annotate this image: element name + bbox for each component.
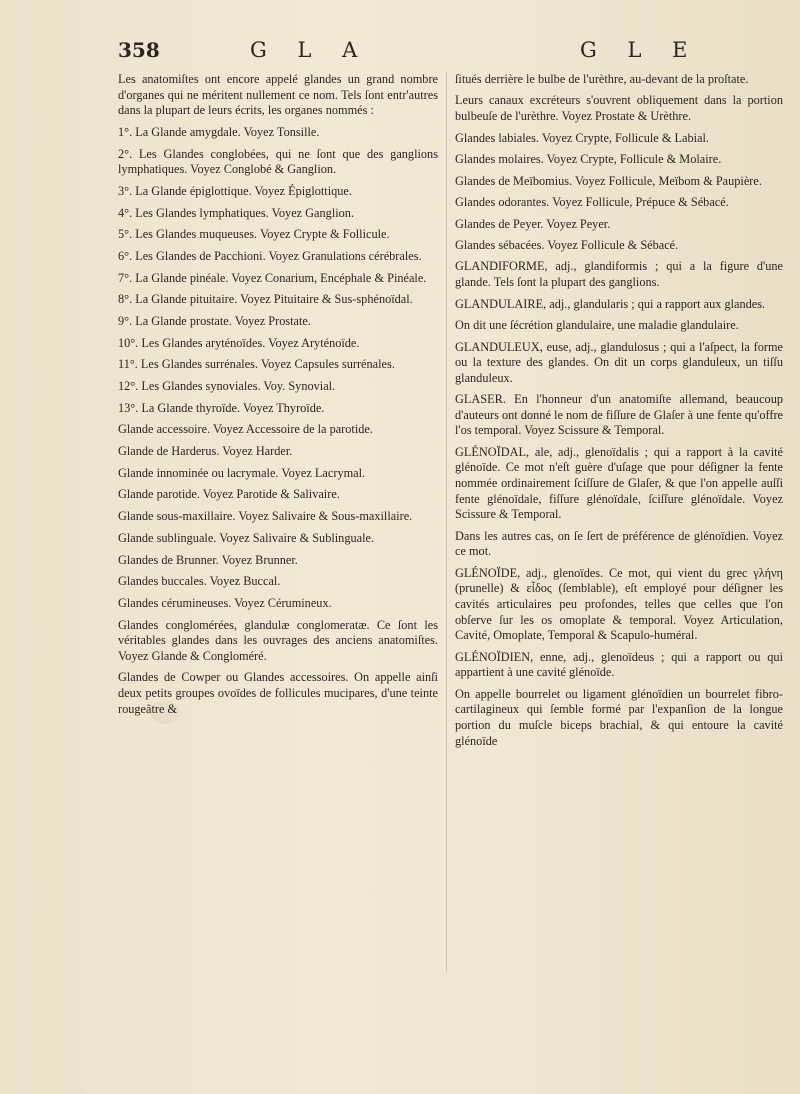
headword-entry: GLANDULEUX, euse, adj., glandulosus ; qui a l'aſpect, la forme ou la texture des glandes. On dit un corps glanduleux, un tiſſu glanduleux. bbox=[455, 339, 783, 385]
paragraph: On dit une ſécrétion glandulaire, une maladie glandulaire. bbox=[455, 318, 739, 333]
entry: 8°. La Glande pituitaire. Voyez Pituitaire & Sus-sphénoïdal. bbox=[118, 292, 413, 307]
headword-entry: GLÉNOÏDE, adj., glenoïdes. Ce mot, qui vient du grec γλήνη (prunelle) & εἶδος (ſemblable), eſt employé pour déſigner les cavités articulaires peu profondes, telles que celles que l'on obſerve ſur les os omoplate & temporal. Voyez Articulation, Cavité, Omoplate, Temporal & Scapulo-huméral. bbox=[455, 565, 783, 643]
entry: Glandes de Meïbomius. Voyez Follicule, Meïbom & Paupière. bbox=[455, 173, 762, 188]
page-header bbox=[0, 38, 800, 66]
entry: Glandes odorantes. Voyez Follicule, Prépuce & Sébacé. bbox=[455, 195, 729, 210]
entry: Glandes molaires. Voyez Crypte, Follicule & Molaire. bbox=[455, 152, 722, 167]
entry: Glandes buccales. Voyez Buccal. bbox=[118, 574, 281, 589]
running-head-left: G L A bbox=[250, 38, 370, 62]
entry: 10°. Les Glandes aryténoïdes. Voyez Aryténoïde. bbox=[118, 335, 360, 350]
column-divider bbox=[446, 72, 447, 972]
entry: Glandes labiales. Voyez Crypte, Follicule & Labial. bbox=[455, 130, 709, 145]
paragraph: Dans les autres cas, on ſe ſert de préférence de glénoïdien. Voyez ce mot. bbox=[455, 528, 783, 559]
entry: Glandes de Brunner. Voyez Brunner. bbox=[118, 552, 298, 567]
entry: Glande accessoire. Voyez Accessoire de la parotide. bbox=[118, 422, 373, 437]
entry: 12°. Les Glandes synoviales. Voy. Synovial. bbox=[118, 379, 336, 394]
right-column bbox=[455, 72, 783, 755]
entry: Glandes cérumineuses. Voyez Cérumineux. bbox=[118, 595, 332, 610]
paragraph: Leurs canaux excréteurs s'ouvrent obliquement dans la portion bulbeuſe de l'urèthre. Voyez Prostate & Urèthre. bbox=[455, 93, 783, 124]
entry: Glandes conglomérées, glandulæ conglomeratæ. Ce ſont les véritables glandes dans les ouvrages des anciens anatomiſtes. Voyez Glande & Congloméré. bbox=[118, 617, 438, 663]
entry: 13°. La Glande thyroïde. Voyez Thyroïde. bbox=[118, 400, 325, 415]
headword-entry: GLANDULAIRE, adj., glandularis ; qui a rapport aux glandes. bbox=[455, 296, 766, 311]
headword-entry: GLASER. En l'honneur d'un anatomiſte allemand, beaucoup d'auteurs ont donné le nom de fiſſure de Glaſer à une fente qu'offre l'os temporal. Voyez Scissure & Temporal. bbox=[455, 392, 783, 438]
entry: 7°. La Glande pinéale. Voyez Conarium, Encéphale & Pinéale. bbox=[118, 270, 427, 285]
entry: 2°. Les Glandes conglobées, qui ne ſont que des ganglions lymphatiques. Voyez Conglobé & Ganglion. bbox=[118, 146, 438, 177]
paragraph: Les anatomiſtes ont encore appelé glandes un grand nombre d'organes qui ne méritent nullement ce nom. Tels ſont entr'autres dans la plupart de leurs écrits, les organes nommés : bbox=[118, 72, 438, 118]
entry: Glande innominée ou lacrymale. Voyez Lacrymal. bbox=[118, 465, 366, 480]
entry: 4°. Les Glandes lymphatiques. Voyez Ganglion. bbox=[118, 205, 355, 220]
entry: 3°. La Glande épiglottique. Voyez Épiglottique. bbox=[118, 183, 352, 198]
paragraph: On appelle bourrelet ou ligament glénoïdien un bourrelet fibro-cartilagineux qui ſemble formé par l'expanſion de la longue portion du muſcle biceps brachial, & qui entoure la cavité glénoïde bbox=[455, 686, 783, 748]
entry: 9°. La Glande prostate. Voyez Prostate. bbox=[118, 313, 311, 328]
entry: Glande sous-maxillaire. Voyez Salivaire & Sous-maxillaire. bbox=[118, 509, 413, 524]
entry: Glande de Harderus. Voyez Harder. bbox=[118, 444, 293, 459]
entry: Glandes de Cowper ou Glandes accessoires. On appelle ainſi deux petits groupes ovoïdes de follicules mucipares, d'une teinte rougeâtre & bbox=[118, 670, 438, 716]
entry: 5°. Les Glandes muqueuses. Voyez Crypte & Follicule. bbox=[118, 227, 390, 242]
entry: 1°. La Glande amygdale. Voyez Tonsille. bbox=[118, 124, 320, 139]
page-number: 358 bbox=[118, 38, 160, 62]
entry: 11°. Les Glandes surrénales. Voyez Capsules surrénales. bbox=[118, 357, 395, 372]
headword-entry: GLÉNOÏDAL, ale, adj., glenoïdalis ; qui a rapport à la cavité glénoïde. Ce mot n'eſt guère d'uſage que pour déſigner la fente nommée ordinairement ſciſſure de Glaſer, & que l'on appelle auſſi fente glénoïdale, fiſſure glénoïdale, ſciſſure glénoïdale. Voyez Scissure & Temporal. bbox=[455, 444, 783, 522]
left-column bbox=[118, 72, 438, 723]
running-head-right: G L E bbox=[580, 38, 700, 62]
entry: Glande parotide. Voyez Parotide & Salivaire. bbox=[118, 487, 340, 502]
headword-entry: GLÉNOÏDIEN, enne, adj., glenoïdeus ; qui a rapport ou qui appartient à une cavité glénoïde. bbox=[455, 649, 783, 680]
headword-entry: GLANDIFORME, adj., glandiformis ; qui a la figure d'une glande. Tels ſont la plupart des ganglions. bbox=[455, 259, 783, 290]
entry: 6°. Les Glandes de Pacchioni. Voyez Granulations cérébrales. bbox=[118, 248, 422, 263]
entry: Glandes sébacées. Voyez Follicule & Sébacé. bbox=[455, 237, 679, 252]
entry: Glandes de Peyer. Voyez Peyer. bbox=[455, 216, 611, 231]
paragraph: ſitués derrière le bulbe de l'urèthre, au-devant de la proſtate. bbox=[455, 72, 749, 86]
entry: Glande sublinguale. Voyez Salivaire & Sublinguale. bbox=[118, 530, 375, 545]
